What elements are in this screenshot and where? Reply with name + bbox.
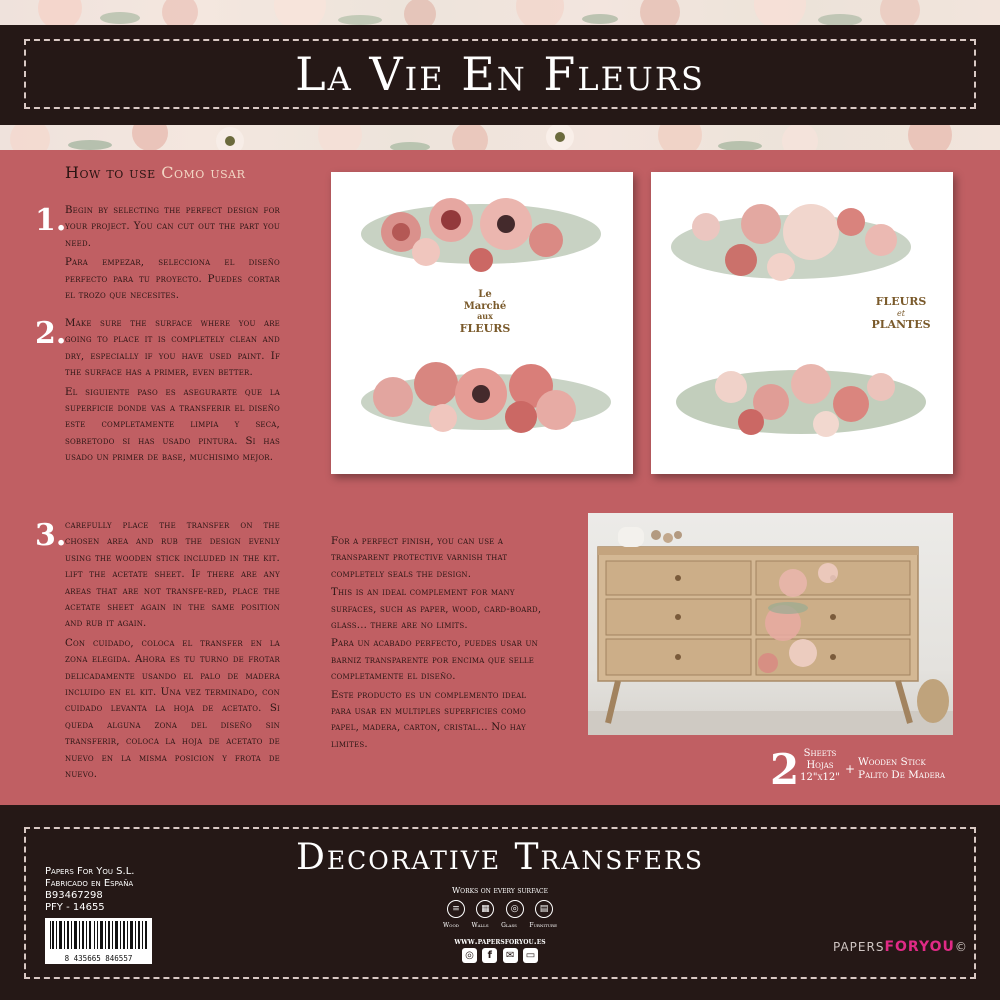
sheet1-label-line1: Le xyxy=(478,289,492,300)
company-info xyxy=(45,866,134,914)
decorated-dresser-illustration xyxy=(588,513,953,735)
sheet1-label-line4: FLEURS xyxy=(459,322,511,335)
brand-papers: PAPERS xyxy=(833,940,885,954)
how-to-heading-en: How to use xyxy=(65,163,156,182)
footer-title: Decorative Transfers xyxy=(296,837,704,878)
wooden-stick-es: Palito De Madera xyxy=(858,769,945,781)
surface-label: Furniture xyxy=(529,922,557,929)
instruction-step-1 xyxy=(35,203,280,304)
made-in: Fabricado en España xyxy=(45,878,134,889)
barcode-bars xyxy=(49,921,148,949)
le-marche-label xyxy=(443,284,527,335)
works-on-surfaces: Works on every surface xyxy=(451,886,549,895)
floral-strip-top xyxy=(0,0,1000,25)
floral-pattern-middle xyxy=(0,125,1000,150)
step-number: 1. xyxy=(35,203,67,238)
finish-text-es-1: Para un acabado perfecto, puedes usar un barniz transparente por encima que selle completamente el diseño. xyxy=(331,638,538,683)
brand-logo xyxy=(833,939,968,955)
instruction-step-2 xyxy=(35,316,280,467)
social-icons xyxy=(462,948,538,966)
step-text-es: Con cuidado, coloca el transfer en la zona elegida. Ahora es tu turno de frotar delicadamente usando el palo de madera incluido en el kit. Una vez terminado, con cuidado levanta la hoja de acetato. Si queda alguna zona del diseño sin transferir, coloca la hoja de acetato de nuevo en la misma posicion y frota de nuevo. xyxy=(65,637,280,781)
sheets-label xyxy=(800,748,840,784)
step-text-en: Begin by selecting the perfect design for your project. You can cut out the part you need. xyxy=(65,205,280,249)
surface-labels xyxy=(443,922,557,929)
sheets-label-es: Hojas xyxy=(806,760,834,771)
floral-bouquet-illustration xyxy=(331,172,633,474)
wooden-stick-label xyxy=(858,756,945,782)
finish-notes xyxy=(331,534,549,753)
barcode xyxy=(45,918,152,964)
facebook-icon[interactable]: f xyxy=(482,948,497,963)
sheet2-label-line3: PLANTES xyxy=(871,318,931,331)
step-text-en: carefully place the transfer on the chosen area and rub the design evenly using the wooden stick included in the kit. lift the acetate sheet. If there are any areas that are not transfe-red, place the acetate sheet again in the same position and rub it again. xyxy=(65,520,280,630)
transfer-sheet-preview-1 xyxy=(331,172,633,474)
how-to-heading xyxy=(65,163,245,182)
title-band xyxy=(0,25,1000,125)
brand-mark: © xyxy=(954,940,968,954)
glass-icon: ◎ xyxy=(506,900,524,918)
dresser-product-photo xyxy=(588,513,953,735)
brand-for: FOR xyxy=(884,939,919,955)
sheet2-label-line1: FLEURS xyxy=(875,295,927,308)
sheet-size: 12"x12" xyxy=(800,772,840,783)
surface-icons xyxy=(447,900,553,924)
furniture-icon: ▤ xyxy=(535,900,553,918)
finish-text-es-2: Este producto es un complemento ideal para usar en multiples superficies como papel, madera, carton, cristal... No hay limites. xyxy=(331,689,527,750)
tax-id: B93467298 xyxy=(45,890,103,901)
sheet2-label-line2: et xyxy=(897,309,905,318)
wood-icon: ≡ xyxy=(447,900,465,918)
instagram-icon[interactable]: ◎ xyxy=(462,948,477,963)
floral-bouquet-illustration xyxy=(651,172,953,474)
wooden-stick-en: Wooden Stick xyxy=(858,756,926,768)
step-text-es: El siguiente paso es asegurarte que la superficie donde vas a transferir el diseño este completamente limpia y seca, sobretodo si has usado pintura. Si has usado un primer de base, muchisimo mejor. xyxy=(65,386,280,464)
floral-strip-middle xyxy=(0,125,1000,150)
step-number: 3. xyxy=(35,518,67,553)
page-title: La Vie En Fleurs xyxy=(295,47,705,101)
company-name: Papers For You S.L. xyxy=(45,866,135,877)
sheet1-label-line3: aux xyxy=(477,311,493,321)
sheet1-label-line2: Marché xyxy=(463,301,507,312)
instruction-step-3 xyxy=(35,518,280,784)
step-text-en: Make sure the surface where you are going to place it is completely clean and dry, especially if you have used paint. If the surface has a primer, even better. xyxy=(65,318,280,379)
floral-pattern-top xyxy=(0,0,1000,25)
finish-text-en-2: This is an ideal complement for many surfaces, such as paper, wood, card-board, glass... there are no limits. xyxy=(331,587,542,632)
surface-label: Wood xyxy=(443,922,459,929)
product-sku: PFY - 14655 xyxy=(45,902,105,913)
brand-you: YOU xyxy=(918,939,955,955)
step-text-es: Para empezar, selecciona el diseño perfecto para tu proyecto. Puedes cortar el trozo que necesites. xyxy=(65,257,280,302)
sheets-label-en: Sheets xyxy=(803,748,837,759)
wall-icon: ▦ xyxy=(476,900,494,918)
sheets-count: 2 xyxy=(770,745,800,794)
chat-icon[interactable]: ▭ xyxy=(523,948,538,963)
plus-sign: + xyxy=(845,762,856,776)
finish-text-en-1: For a perfect finish, you can use a transparent protective varnish that completely seals the design. xyxy=(331,536,508,580)
fleurs-plantes-label xyxy=(871,295,930,331)
surface-label: Walls xyxy=(471,922,489,929)
email-icon[interactable]: ✉ xyxy=(503,948,518,963)
surface-label: Glass xyxy=(501,922,517,929)
step-number: 2. xyxy=(35,316,67,351)
how-to-heading-es: Como usar xyxy=(161,163,246,182)
barcode-number: 8 435665 846557 xyxy=(64,954,133,963)
transfer-sheet-preview-2 xyxy=(651,172,953,474)
website-link[interactable]: www.papersforyou.es xyxy=(454,937,546,947)
